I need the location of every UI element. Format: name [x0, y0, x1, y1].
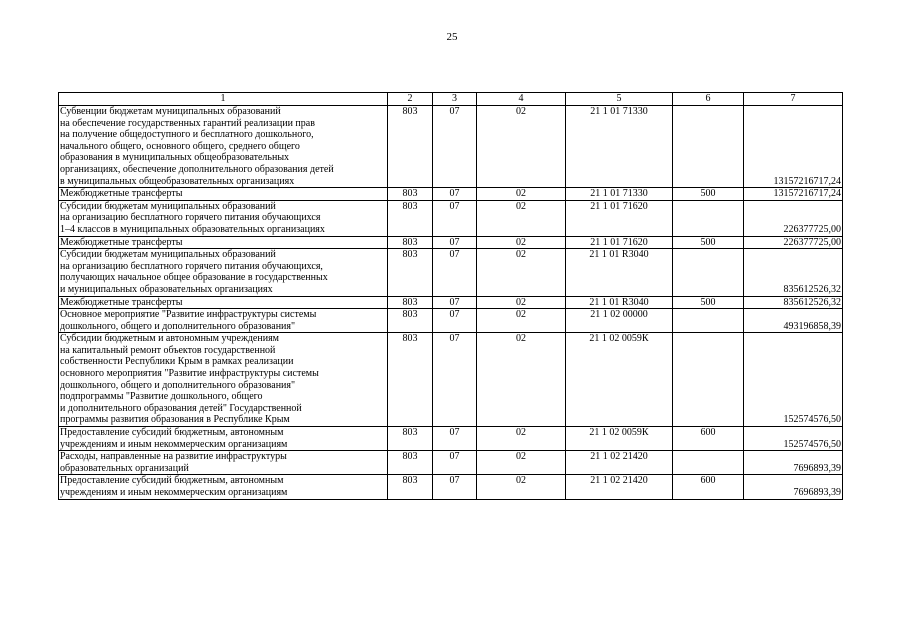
code-cell: 500: [673, 188, 744, 201]
code-cell: 07: [433, 188, 477, 201]
table-row: [59, 249, 843, 296]
table-row: [59, 106, 843, 188]
code-cell: 02: [477, 200, 566, 236]
amount-cell: 152574576,50: [744, 427, 843, 451]
table-row: [59, 296, 843, 309]
row-name-cell: Субсидии бюджетным и автономным учреждениям на капитальный ремонт объектов государственной собственности Республики Крым в рамках реализации основного мероприятия "Развитие инфраструктуры системы дошкольного, общего и дополнительного образования" подпрограммы "Развитие дошкольного, общего и дополнительного образования детей" Государственной программы развития образования в Республике Крым: [59, 333, 388, 427]
code-cell: 02: [477, 475, 566, 499]
table-row: [59, 309, 843, 333]
row-name-cell: Субвенции бюджетам муниципальных образований на обеспечение государственных гарантий реализации прав на получение общедоступного и бесплатного дошкольного, начального общего, основного общего, среднего общего образования в муниципальных общеобразовательных организациях, обеспечение дополнительного образования детей в муниципальных общеобразовательных организациях: [59, 106, 388, 188]
table-row: [59, 451, 843, 475]
amount-cell: 152574576,50: [744, 333, 843, 427]
page-number: 25: [446, 31, 458, 43]
code-cell: 803: [388, 236, 433, 249]
header-cell: 5: [566, 93, 673, 106]
row-name-cell: Межбюджетные трансферты: [59, 188, 388, 201]
code-cell: 803: [388, 451, 433, 475]
code-cell: 500: [673, 296, 744, 309]
code-cell: 21 1 02 21420: [566, 451, 673, 475]
code-cell: 803: [388, 200, 433, 236]
code-cell: 07: [433, 475, 477, 499]
code-cell: 21 1 01 R3040: [566, 249, 673, 296]
code-cell: 02: [477, 188, 566, 201]
code-cell: 02: [477, 106, 566, 188]
amount-cell: 7696893,39: [744, 451, 843, 475]
code-cell: 07: [433, 309, 477, 333]
code-cell: 21 1 01 71330: [566, 106, 673, 188]
code-cell: 600: [673, 427, 744, 451]
code-cell: 07: [433, 106, 477, 188]
table-row: [59, 475, 843, 499]
header-cell: 6: [673, 93, 744, 106]
amount-cell: 7696893,39: [744, 475, 843, 499]
code-cell: 803: [388, 309, 433, 333]
header-cell: 4: [477, 93, 566, 106]
code-cell: 02: [477, 296, 566, 309]
row-name-cell: Основное мероприятие "Развитие инфраструктуры системы дошкольного, общего и дополнительного образования": [59, 309, 388, 333]
code-cell: 21 1 01 71330: [566, 188, 673, 201]
code-cell: 803: [388, 106, 433, 188]
amount-cell: 493196858,39: [744, 309, 843, 333]
amount-cell: 226377725,00: [744, 236, 843, 249]
amount-cell: 835612526,32: [744, 249, 843, 296]
code-cell: [673, 249, 744, 296]
row-name-cell: Предоставление субсидий бюджетным, автономным учреждениям и иным некоммерческим организациям: [59, 475, 388, 499]
code-cell: [673, 333, 744, 427]
row-name-cell: Субсидии бюджетам муниципальных образований на организацию бесплатного горячего питания обучающихся, получающих начальное общее образование в государственных и муниципальных образовательных организациях: [59, 249, 388, 296]
code-cell: 803: [388, 427, 433, 451]
header-cell: 1: [59, 93, 388, 106]
header-cell: 3: [433, 93, 477, 106]
table-row: [59, 236, 843, 249]
row-name-cell: Предоставление субсидий бюджетным, автономным учреждениям и иным некоммерческим организациям: [59, 427, 388, 451]
code-cell: 600: [673, 475, 744, 499]
code-cell: 21 1 01 71620: [566, 236, 673, 249]
code-cell: 500: [673, 236, 744, 249]
code-cell: 07: [433, 451, 477, 475]
table-row: [59, 427, 843, 451]
code-cell: 21 1 02 21420: [566, 475, 673, 499]
code-cell: 02: [477, 249, 566, 296]
row-name-cell: Межбюджетные трансферты: [59, 236, 388, 249]
code-cell: [673, 309, 744, 333]
row-name-cell: Расходы, направленные на развитие инфраструктуры образовательных организаций: [59, 451, 388, 475]
code-cell: 02: [477, 451, 566, 475]
amount-cell: 226377725,00: [744, 200, 843, 236]
code-cell: 07: [433, 200, 477, 236]
code-cell: [673, 200, 744, 236]
table-row: [59, 200, 843, 236]
amount-cell: 13157216717,24: [744, 188, 843, 201]
code-cell: 02: [477, 333, 566, 427]
code-cell: 803: [388, 333, 433, 427]
row-name-cell: Межбюджетные трансферты: [59, 296, 388, 309]
code-cell: 07: [433, 296, 477, 309]
table-row: [59, 188, 843, 201]
code-cell: 02: [477, 309, 566, 333]
code-cell: 07: [433, 333, 477, 427]
code-cell: 21 1 02 0059К: [566, 333, 673, 427]
code-cell: 02: [477, 236, 566, 249]
budget-table: [58, 92, 843, 500]
code-cell: [673, 451, 744, 475]
code-cell: 21 1 01 R3040: [566, 296, 673, 309]
code-cell: 02: [477, 427, 566, 451]
code-cell: 07: [433, 427, 477, 451]
code-cell: 21 1 01 71620: [566, 200, 673, 236]
code-cell: 803: [388, 475, 433, 499]
code-cell: 803: [388, 188, 433, 201]
code-cell: 21 1 02 0059К: [566, 427, 673, 451]
header-row: [59, 93, 843, 106]
code-cell: [673, 106, 744, 188]
code-cell: 07: [433, 236, 477, 249]
code-cell: 803: [388, 296, 433, 309]
amount-cell: 835612526,32: [744, 296, 843, 309]
code-cell: 21 1 02 00000: [566, 309, 673, 333]
amount-cell: 13157216717,24: [744, 106, 843, 188]
code-cell: 803: [388, 249, 433, 296]
table-row: [59, 333, 843, 427]
code-cell: 07: [433, 249, 477, 296]
header-cell: 7: [744, 93, 843, 106]
row-name-cell: Субсидии бюджетам муниципальных образований на организацию бесплатного горячего питания обучающихся 1–4 классов в муниципальных образовательных организациях: [59, 200, 388, 236]
header-cell: 2: [388, 93, 433, 106]
